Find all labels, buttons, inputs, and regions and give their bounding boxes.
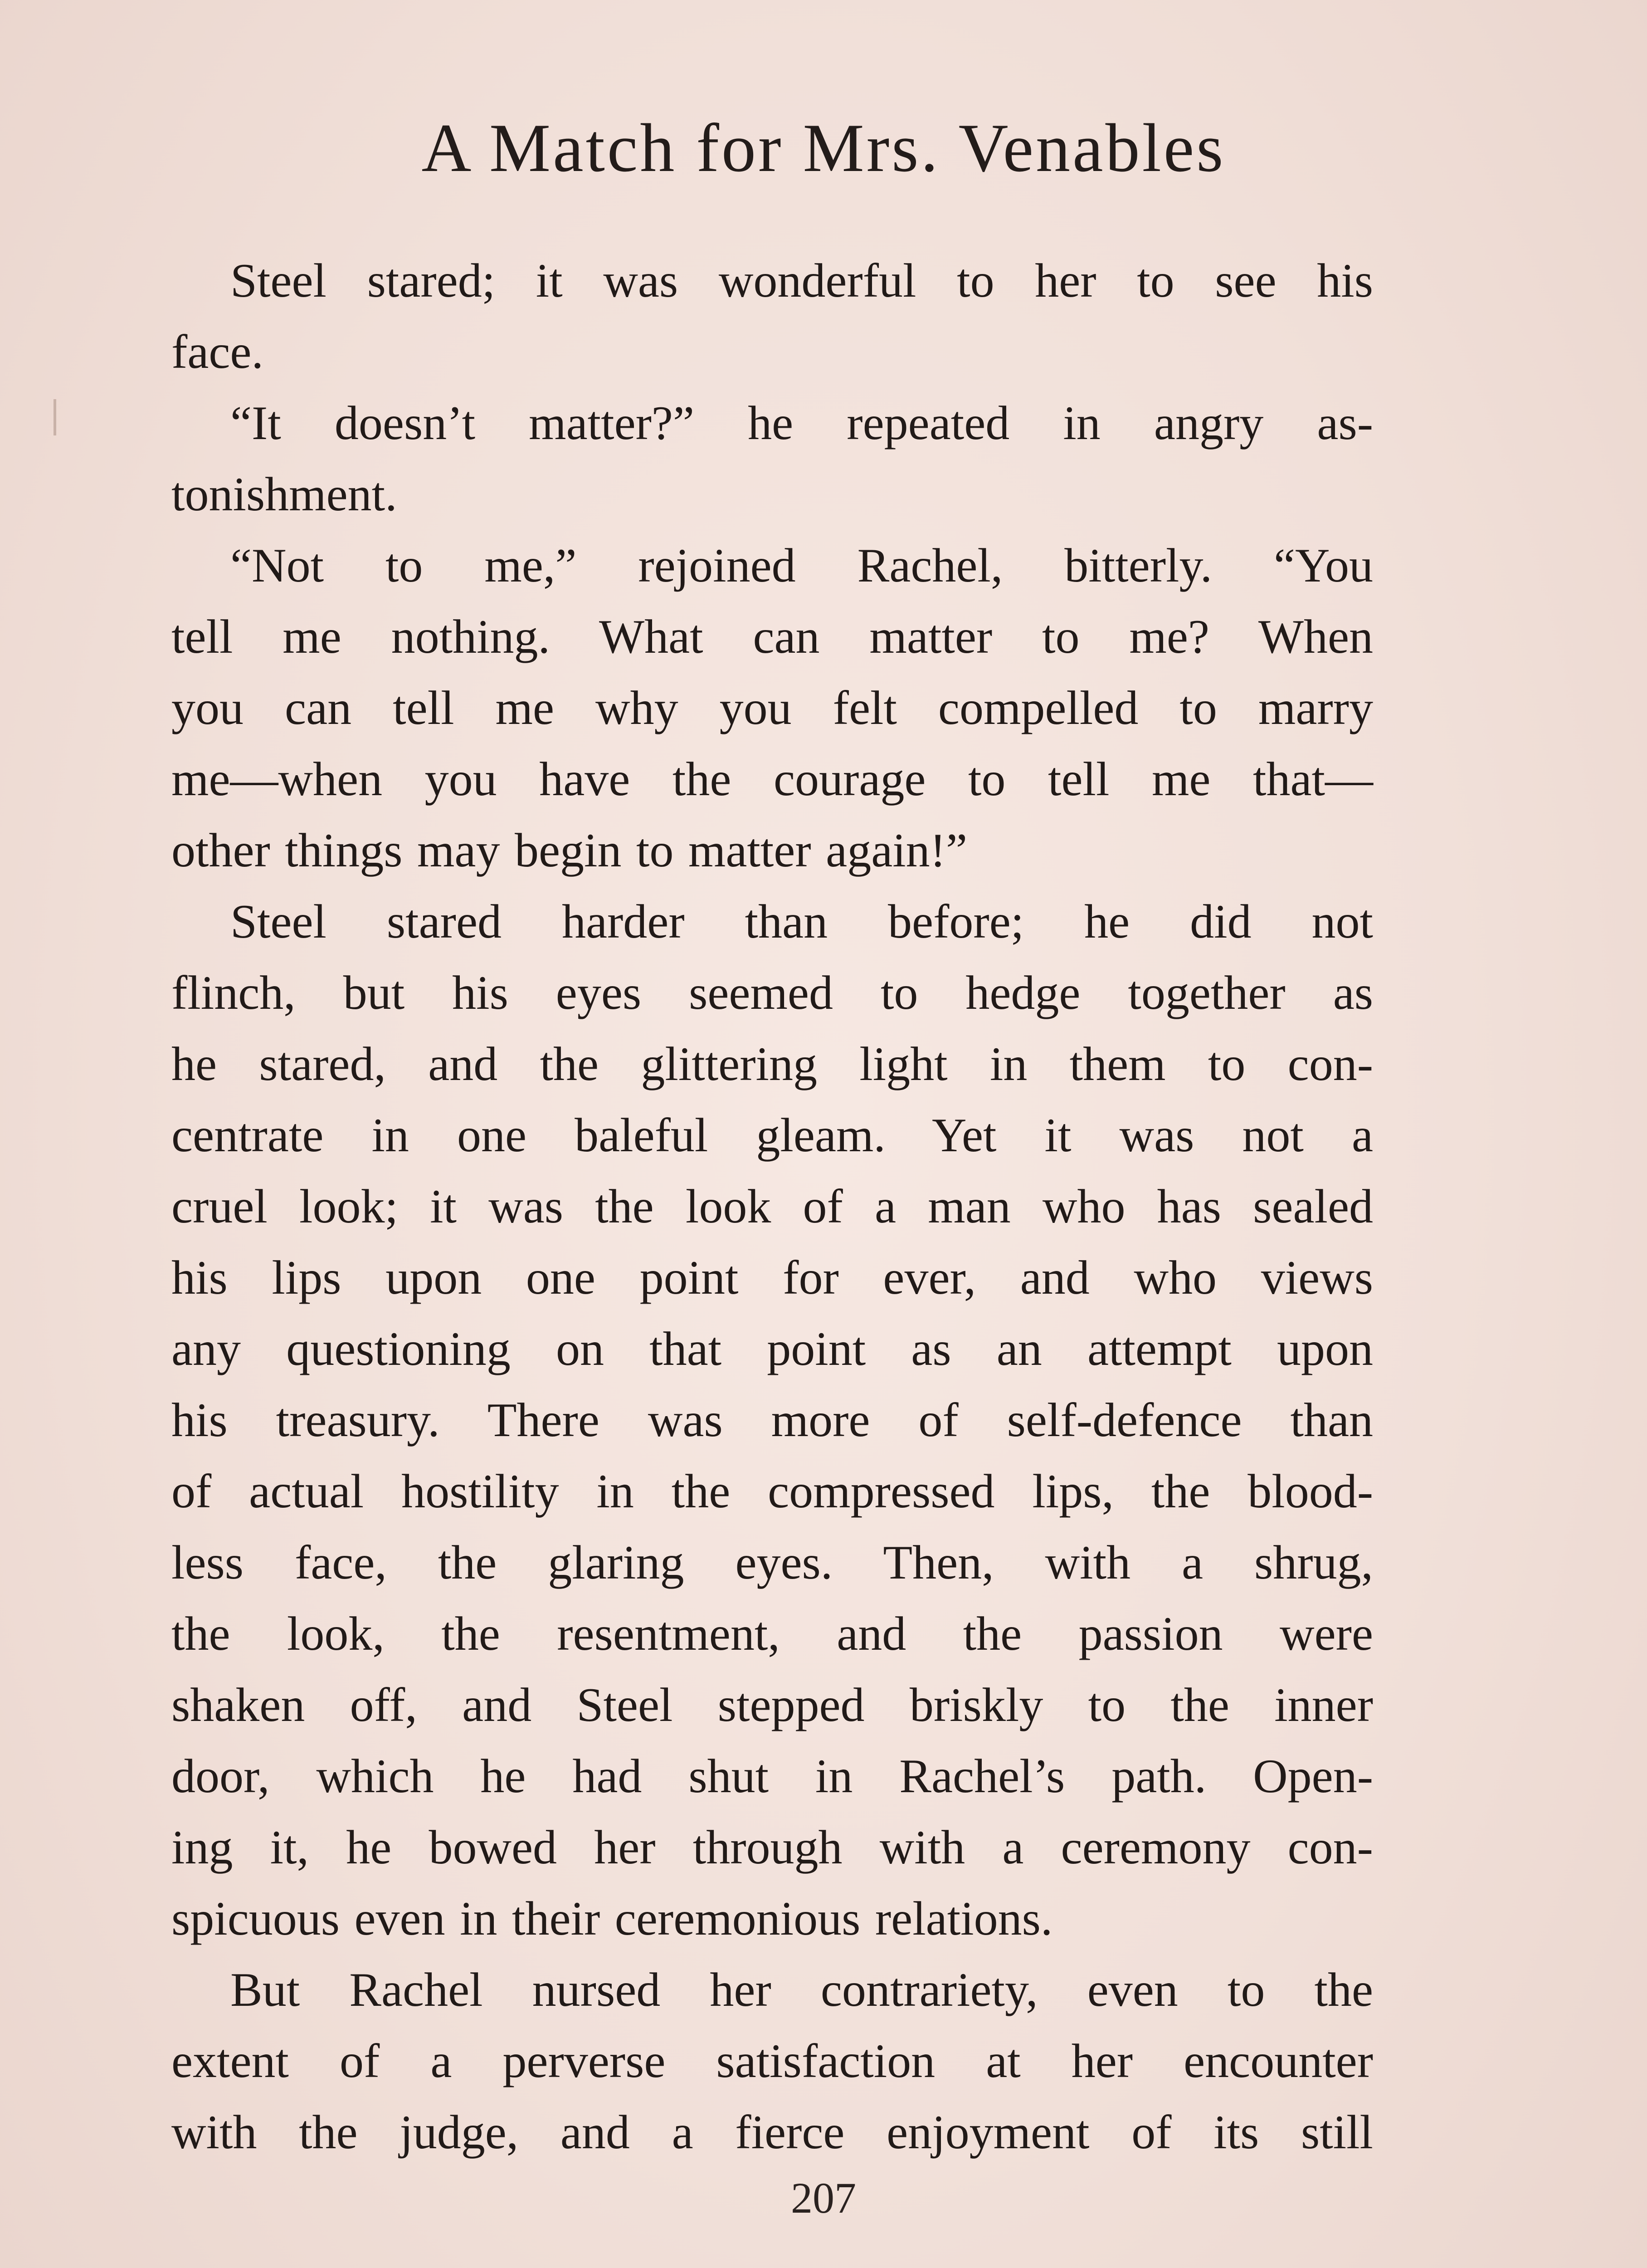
running-head: A Match for Mrs. Venables [421, 110, 1226, 186]
text-line: the look, the resentment, and the passion were [171, 1607, 1373, 1660]
text-line: shaken off, and Steel stepped briskly to the inner [171, 1678, 1373, 1731]
text-line: tonishment. [171, 468, 397, 521]
text-line: Steel stared; it was wonderful to her to see his [230, 254, 1373, 307]
text-line: extent of a perverse satisfaction at her encounter [171, 2034, 1373, 2087]
page-edge-mark [54, 399, 56, 435]
body-text [171, 245, 1373, 2168]
text-line: door, which he had shut in Rachel’s path. Open- [171, 1750, 1373, 1803]
text-line: other things may begin to matter again!” [171, 824, 968, 877]
page-number: 207 [791, 2174, 856, 2222]
text-line: tell me nothing. What can matter to me? When [171, 610, 1373, 663]
text-line: ing it, he bowed her through with a ceremony con- [171, 1821, 1373, 1874]
text-line: he stared, and the glittering light in them to con- [171, 1037, 1373, 1090]
text-line: centrate in one baleful gleam. Yet it was not a [171, 1109, 1373, 1162]
text-line: less face, the glaring eyes. Then, with a shrug, [171, 1536, 1373, 1589]
text-line: But Rachel nursed her contrariety, even to the [230, 1963, 1373, 2016]
text-line: face. [171, 325, 263, 378]
paragraph [171, 1954, 1373, 2168]
text-line: cruel look; it was the look of a man who has sealed [171, 1180, 1373, 1233]
paragraph [171, 245, 1373, 387]
text-line: me—when you have the courage to tell me that— [171, 753, 1373, 806]
paragraph [171, 530, 1373, 886]
text-line: his lips upon one point for ever, and who views [171, 1251, 1373, 1304]
text-line: any questioning on that point as an attempt upon [171, 1322, 1373, 1375]
text-line: flinch, but his eyes seemed to hedge together as [171, 966, 1373, 1019]
text-line: his treasury. There was more of self-defence than [171, 1393, 1373, 1447]
text-line: you can tell me why you felt compelled to marry [171, 681, 1373, 734]
paragraph [171, 886, 1373, 1954]
paragraph [171, 387, 1373, 530]
text-line: with the judge, and a fierce enjoyment of its still [171, 2106, 1373, 2159]
text-line: spicuous even in their ceremonious relations. [171, 1892, 1053, 1945]
text-line: of actual hostility in the compressed lips, the blood- [171, 1465, 1373, 1518]
text-line: Steel stared harder than before; he did not [230, 895, 1373, 948]
text-line: “It doesn’t matter?” he repeated in angry as- [230, 396, 1373, 450]
text-line: “Not to me,” rejoined Rachel, bitterly. “You [230, 539, 1373, 592]
